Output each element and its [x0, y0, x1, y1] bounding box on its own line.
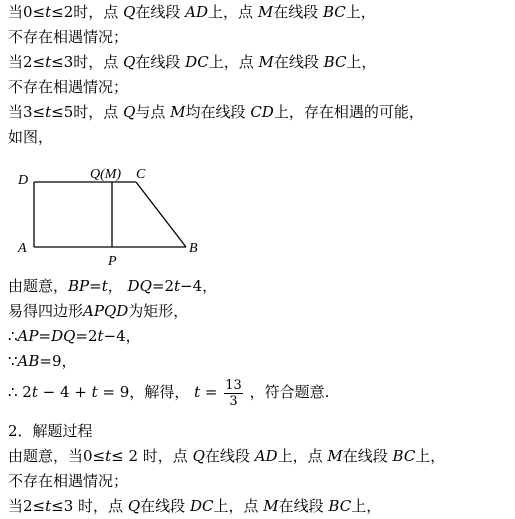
text: 上， [415, 447, 446, 465]
text: ∴ [8, 327, 18, 345]
text: 上， [346, 53, 377, 71]
segment-ad: AD [185, 3, 209, 21]
segment-c-b [136, 182, 186, 247]
text: =2 [151, 277, 174, 295]
text: ≤ 2 时，点 [111, 447, 188, 465]
text-line-14: 不存在相遇情况； [8, 472, 129, 490]
text-line-1 [8, 2, 376, 22]
text: ，符合题意. [249, 383, 330, 401]
label-c: C [136, 167, 146, 182]
text: −4， [180, 277, 218, 295]
var-t: t [101, 277, 108, 295]
text: 与点 [135, 103, 166, 121]
segment-dc: DC [185, 53, 209, 71]
text-line-4: 不存在相遇情况； [8, 78, 129, 96]
var-q: Q [123, 3, 136, 21]
segment-ab: AB [17, 352, 40, 370]
text: 当3≤ [8, 103, 46, 121]
var-m: M [170, 103, 186, 121]
text: 上，存在相遇的可能， [273, 103, 424, 121]
text-line-3 [8, 52, 376, 72]
text: 上，点 [213, 497, 259, 515]
text: 在线段 [135, 53, 181, 71]
var-t: t [174, 277, 181, 295]
text-line-2: 不存在相遇情况； [8, 28, 129, 46]
text: 在线段 [140, 497, 186, 515]
fraction-numerator: 13 [225, 377, 242, 393]
label-b: B [189, 241, 198, 256]
segment-bc: BC [323, 53, 347, 71]
quad-apqd: APQD [83, 302, 129, 320]
text-line-13 [8, 446, 445, 466]
text-line-5 [8, 102, 424, 122]
text-line-15 [8, 496, 381, 516]
var-t: t [31, 383, 38, 401]
segment-bp: BP [68, 277, 90, 295]
var-m: M [327, 447, 343, 465]
segment-cd: CD [250, 103, 274, 121]
text: = [38, 327, 52, 345]
text: = [200, 383, 223, 401]
text: 当2≤ [8, 497, 46, 515]
text: 在线段 [273, 3, 319, 21]
var-t: t [91, 383, 98, 401]
text: = 9，解得， [97, 383, 190, 401]
segment-dq: DQ [51, 327, 76, 345]
var-q: Q [123, 103, 136, 121]
segment-bc: BC [322, 3, 346, 21]
text-line-6: 如图， [8, 128, 54, 146]
text: 在线段 [278, 497, 324, 515]
fraction-13-over-3 [224, 378, 243, 409]
var-q: Q [192, 447, 205, 465]
segment-dc: DC [189, 497, 214, 515]
text: 在线段 [135, 3, 181, 21]
text: 在线段 [204, 447, 250, 465]
var-q: Q [123, 53, 136, 71]
text: 上，点 [208, 3, 254, 21]
var-t: t [194, 383, 201, 401]
var-m: M [257, 3, 274, 21]
text: 为矩形， [128, 302, 189, 320]
text-line-8 [8, 301, 188, 321]
label-a: A [18, 241, 27, 256]
segment-ap: AP [17, 327, 39, 345]
text: 在线段 [342, 447, 388, 465]
label-qm: Q(M) [90, 167, 122, 182]
text: 上，点 [208, 53, 254, 71]
text: −4， [103, 327, 141, 345]
text: =9， [39, 352, 77, 370]
text: ∵ [8, 352, 18, 370]
text: 在线段 [273, 53, 319, 71]
section-heading: 2．解题过程 [8, 422, 93, 440]
text: ∴ 2 [8, 383, 32, 401]
text: 由题意， [8, 277, 69, 295]
var-t: t [97, 327, 104, 345]
label-p: P [108, 254, 117, 269]
text: 上，点 [277, 447, 323, 465]
var-t: t [45, 497, 52, 515]
label-d: D [18, 173, 29, 188]
segment-bc: BC [392, 447, 416, 465]
text-line-10 [8, 351, 77, 371]
fraction-denominator: 3 [229, 393, 238, 409]
text: ≤5时，点 [51, 103, 119, 121]
text-line-7 [8, 276, 217, 296]
text: = [89, 277, 102, 295]
segment-bc: BC [328, 497, 352, 515]
var-t: t [45, 3, 52, 21]
var-q: Q [127, 497, 141, 515]
text: − 4 + [37, 383, 92, 401]
text: =2 [75, 327, 98, 345]
text: ≤2时，点 [51, 3, 119, 21]
var-m: M [263, 497, 279, 515]
var-t: t [105, 447, 112, 465]
segment-ad: AD [254, 447, 278, 465]
text: 均在线段 [185, 103, 246, 121]
trapezoid-figure [10, 164, 210, 274]
text: 当0≤ [8, 3, 46, 21]
text: 由题意，当0≤ [8, 447, 106, 465]
text: 当2≤ [8, 53, 46, 71]
text: 上， [345, 3, 376, 21]
var-m: M [258, 53, 274, 71]
text-line-9 [8, 326, 141, 346]
segment-dq: DQ [127, 277, 152, 295]
text: ≤3 时，点 [51, 497, 124, 515]
text: 易得四边形 [8, 302, 84, 320]
text: 上， [351, 497, 382, 515]
var-t: t [45, 103, 52, 121]
text: ≤3时，点 [51, 53, 119, 71]
var-t: t [45, 53, 52, 71]
text: ， [107, 277, 123, 295]
text-line-11 [8, 374, 329, 410]
